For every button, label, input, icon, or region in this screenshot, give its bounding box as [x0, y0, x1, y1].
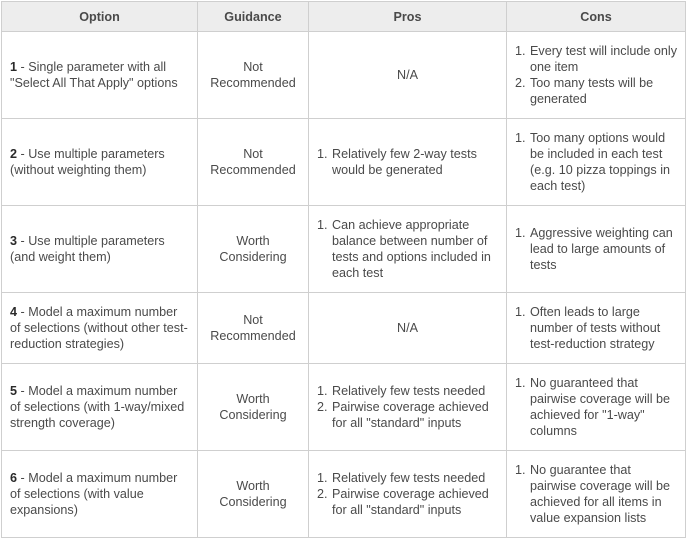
list-item-text: Pairwise coverage achieved for all "standard" inputs	[332, 487, 489, 517]
pros-list-item	[317, 383, 498, 399]
list-item-number: 1.	[317, 218, 328, 232]
cons-list-item	[515, 43, 677, 75]
list-item-text: No guaranteed that pairwise coverage will be achieved for "1-way" columns	[530, 376, 670, 438]
list-item-number: 1.	[515, 305, 526, 319]
cons-list-item	[515, 462, 677, 526]
cons-cell	[507, 293, 686, 364]
list-item-text: Pairwise coverage achieved for all "standard" inputs	[332, 400, 489, 430]
cons-list-item	[515, 225, 677, 273]
pros-list-item	[317, 486, 498, 518]
list-item-text: Too many tests will be generated	[530, 76, 654, 106]
option-cell	[2, 206, 198, 293]
header-cons: Cons	[507, 2, 686, 32]
option-text: - Use multiple parameters (and weight them)	[10, 234, 165, 264]
guidance-cell: Not Recommended	[198, 119, 309, 206]
header-guidance: Guidance	[198, 2, 309, 32]
cons-list	[515, 375, 677, 439]
list-item-number: 1.	[317, 147, 328, 161]
table-row	[2, 364, 686, 451]
pros-list-item	[317, 399, 498, 431]
cons-list	[515, 304, 677, 352]
option-number: 3	[10, 234, 18, 248]
cons-list	[515, 130, 677, 194]
option-cell	[2, 119, 198, 206]
list-item-text: Relatively few 2-way tests would be generated	[332, 147, 477, 177]
option-text: - Model a maximum number of selections (with value expansions)	[10, 471, 178, 517]
cons-cell	[507, 32, 686, 119]
option-number: 2	[10, 147, 18, 161]
guidance-cell: Not Recommended	[198, 293, 309, 364]
list-item-text: Relatively few tests needed	[332, 384, 486, 398]
header-option: Option	[2, 2, 198, 32]
list-item-number: 1.	[317, 471, 328, 485]
option-cell	[2, 451, 198, 538]
option-text: - Single parameter with all "Select All That Apply" options	[10, 60, 178, 90]
list-item-text: Every test will include only one item	[530, 44, 677, 74]
cons-list-item	[515, 375, 677, 439]
pros-list	[317, 383, 498, 431]
option-cell	[2, 293, 198, 364]
cons-cell	[507, 119, 686, 206]
table-row	[2, 206, 686, 293]
list-item-number: 1.	[515, 463, 526, 477]
cons-list-item	[515, 75, 677, 107]
option-number: 4	[10, 305, 18, 319]
list-item-number: 1.	[515, 376, 526, 390]
guidance-cell: Worth Considering	[198, 206, 309, 293]
options-table	[1, 1, 686, 538]
list-item-text: Can achieve appropriate balance between number of tests and options included in each test	[332, 218, 491, 280]
list-item-text: No guarantee that pairwise coverage will be achieved for all items in value expansion lists	[530, 463, 670, 525]
list-item-text: Often leads to large number of tests without test-reduction strategy	[530, 305, 661, 351]
list-item-number: 2.	[317, 400, 328, 414]
option-text: - Use multiple parameters (without weighting them)	[10, 147, 165, 177]
pros-list	[317, 217, 498, 281]
pros-cell	[309, 206, 507, 293]
list-item-number: 1.	[515, 131, 526, 145]
list-item-number: 2.	[317, 487, 328, 501]
option-number: 6	[10, 471, 18, 485]
cons-list	[515, 43, 677, 107]
pros-list	[317, 470, 498, 518]
list-item-number: 1.	[317, 384, 328, 398]
list-item-text: Relatively few tests needed	[332, 471, 486, 485]
table-row	[2, 451, 686, 538]
pros-list-item	[317, 470, 498, 486]
option-cell	[2, 364, 198, 451]
pros-cell: N/A	[309, 293, 507, 364]
table-row	[2, 32, 686, 119]
pros-list-item	[317, 146, 498, 178]
guidance-cell: Worth Considering	[198, 451, 309, 538]
option-text: - Model a maximum number of selections (without other test-reduction strategies)	[10, 305, 188, 351]
guidance-cell: Worth Considering	[198, 364, 309, 451]
pros-cell	[309, 119, 507, 206]
pros-list-item	[317, 217, 498, 281]
list-item-number: 1.	[515, 226, 526, 240]
option-cell	[2, 32, 198, 119]
list-item-number: 2.	[515, 76, 526, 90]
pros-cell	[309, 364, 507, 451]
option-text: - Model a maximum number of selections (with 1-way/mixed strength coverage)	[10, 384, 185, 430]
cons-list	[515, 462, 677, 526]
header-pros: Pros	[309, 2, 507, 32]
option-number: 1	[10, 60, 18, 74]
cons-list-item	[515, 130, 677, 194]
option-number: 5	[10, 384, 18, 398]
pros-cell	[309, 451, 507, 538]
list-item-text: Aggressive weighting can lead to large amounts of tests	[530, 226, 673, 272]
cons-cell	[507, 451, 686, 538]
pros-cell: N/A	[309, 32, 507, 119]
list-item-number: 1.	[515, 44, 526, 58]
guidance-cell: Not Recommended	[198, 32, 309, 119]
cons-list-item	[515, 304, 677, 352]
table-row	[2, 119, 686, 206]
list-item-text: Too many options would be included in each test (e.g. 10 pizza toppings in each test)	[530, 131, 671, 193]
cons-cell	[507, 206, 686, 293]
cons-list	[515, 225, 677, 273]
pros-list	[317, 146, 498, 178]
table-row	[2, 293, 686, 364]
cons-cell	[507, 364, 686, 451]
header-row	[2, 2, 686, 32]
